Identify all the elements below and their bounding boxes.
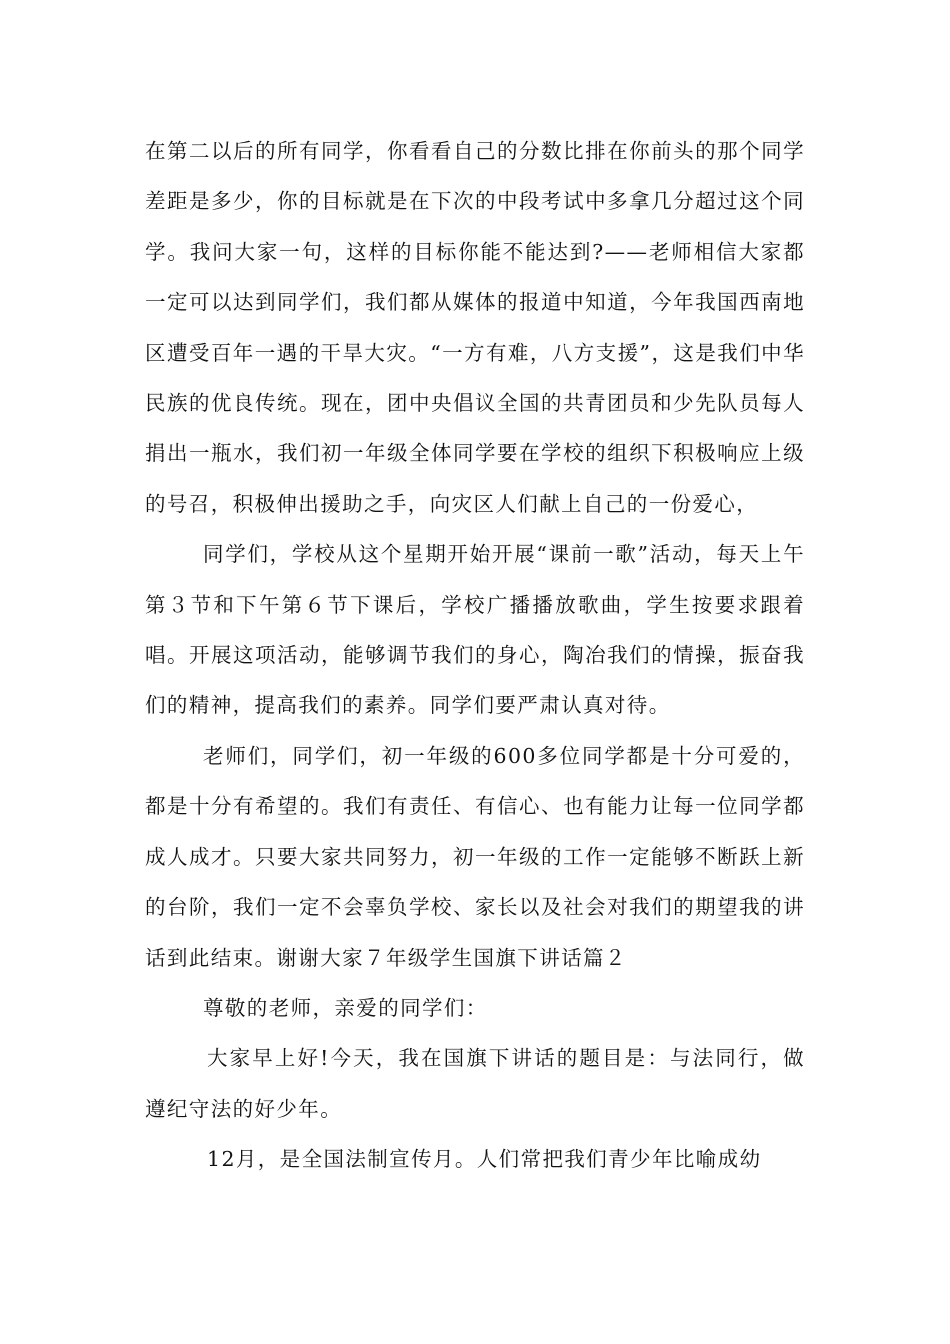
paragraph-4: 尊敬的老师，亲爱的同学们： [203, 995, 488, 1020]
paragraph-1: 在第二以后的所有同学，你看看自己的分数比排在你前头的那个同学差距是多少，你的目标就是在下次的中段考试中多拿几分超过这个同学。我问大家一句，这样的目标你能不能达到?——老师相信大家都一定可以达到同学们，我们都从媒体的报道中知道，今年我国西南地区遭受百年一遇的干旱大灾。“一方有难，八方支援”，这是我们中华民族的优良传统。现在，团中央倡议全国的共青团员和少先队员每人捐出一瓶水，我们初一年级全体同学要在学校的组织下积极响应上级的号召，积极伸出援助之手，向灾区人们献上自己的一份爱心， [145, 139, 805, 516]
paragraph-2: 同学们，学校从这个星期开始开展“课前一歌”活动，每天上午第３节和下午第６节下课后，学校广播播放歌曲，学生按要求跟着唱。开展这项活动，能够调节我们的身心，陶冶我们的情操，振奋我们的精神，提高我们的素养。同学们要严肃认真对待。 [145, 542, 805, 718]
paragraph-3: 老师们，同学们，初一年级的600多位同学都是十分可爱的，都是十分有希望的。我们有责任、有信心、也有能力让每一位同学都成人成才。只要大家共同努力，初一年级的工作一定能够不断跃上新的台阶，我们一定不会辜负学校、家长以及社会对我们的期望我的讲话到此结束。谢谢大家７年级学生国旗下讲话篇２ [145, 743, 805, 970]
document-page [145, 126, 805, 1185]
paragraph-6: 12月，是全国法制宣传月。人们常把我们青少年比喻成幼 [207, 1147, 762, 1172]
paragraph-5: 大家早上好!今天，我在国旗下讲话的题目是：与法同行，做遵纪守法的好少年。 [145, 1046, 805, 1121]
